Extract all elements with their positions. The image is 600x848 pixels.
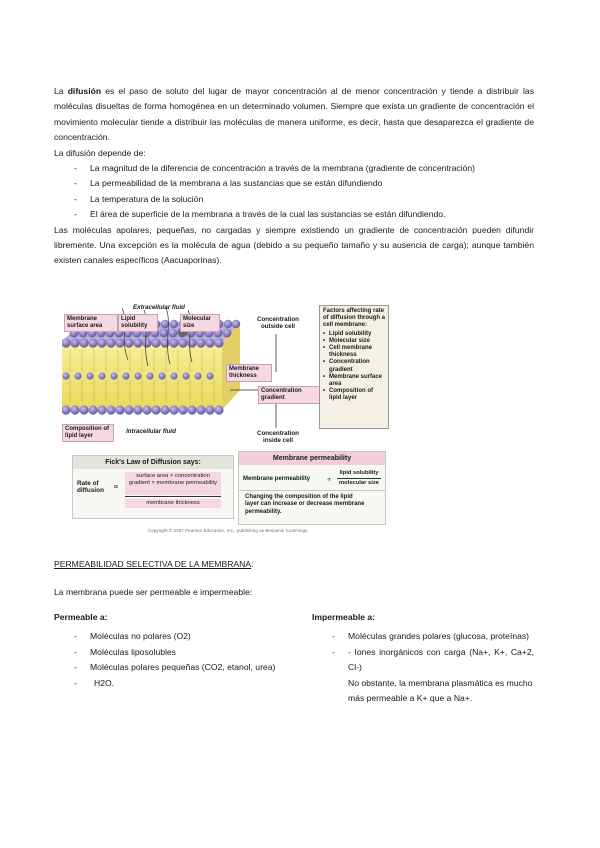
- term-difusion: difusión: [67, 86, 102, 96]
- list-item-text: La magnitud de la diferencia de concentración a través de la membrana (gradiente de concentración): [90, 163, 476, 174]
- list-item-text: Moléculas liposolubles: [90, 646, 176, 657]
- list-item: • Molecular size: [323, 338, 385, 345]
- list-item-text: La permeabilidad de la membrana a las sustancias que se están difundiendo: [90, 178, 383, 189]
- permeability-note: Changing the composition of the lipid layer can increase or decrease membrane permeability.: [245, 494, 365, 515]
- section-title-text: PERMEABILIDAD SELECTIVA DE LA MEMBRANA: [54, 559, 252, 569]
- label-membrane-surface-area: Membrane surface area: [64, 314, 118, 332]
- list-item: - La temperatura de la solución: [74, 193, 204, 204]
- impermeable-title: Impermeable a:: [312, 612, 376, 622]
- list-item-text: La temperatura de la solución: [90, 193, 204, 204]
- membrane-permeability-title: Membrane permeability: [239, 452, 385, 465]
- section-title-suffix: :: [251, 559, 254, 569]
- impermeable-column: [312, 610, 534, 706]
- list-item-text: H2O.: [94, 677, 115, 688]
- proportional-symbol: ∝: [327, 477, 332, 483]
- figure-copyright: Copyright © 2007 Pearson Education, Inc., publishing as Benjamin Cummings.: [148, 528, 309, 533]
- permeable-column: [54, 610, 276, 691]
- permeable-list: [54, 629, 276, 691]
- list-item: - - Iones inorgánicos con carga (Na+, K+, Ca+2, Cl-): [332, 646, 534, 673]
- section-title-permeability: [54, 559, 253, 569]
- perm-numerator: lipid solubility: [339, 470, 379, 476]
- ficks-numerator: surface area × concentration gradient × membrane permeability: [125, 472, 221, 495]
- impermeable-note: No obstante, la membrana plasmática es mucho más permeable a K+ que a Na+.: [348, 677, 533, 704]
- label-membrane-thickness: Membrane thickness: [226, 364, 272, 382]
- permeability-label: Membrane permeability: [243, 476, 311, 482]
- fraction-bar: [337, 478, 381, 479]
- permeable-title: Permeable a:: [54, 612, 108, 622]
- list-item: - Moléculas liposolubles: [74, 646, 176, 657]
- list-item: - H2O.: [74, 677, 115, 688]
- list-item-text: Moléculas polares pequeñas (CO2, etanol, urea): [90, 662, 276, 673]
- label-composition: Composition of lipid layer: [62, 424, 114, 442]
- list-item-text: Moléculas no polares (O2): [90, 631, 191, 642]
- label-concentration-gradient: Concentration gradient: [258, 386, 320, 404]
- factors-panel: [319, 305, 389, 429]
- list-item: • Cell membrane thickness: [323, 345, 385, 359]
- dependency-list: [54, 161, 534, 223]
- list-item: - Moléculas polares pequeñas (CO2, etanol, urea): [74, 662, 276, 673]
- factors-list: [323, 331, 385, 403]
- divider: [239, 490, 385, 491]
- diffusion-figure: [62, 300, 390, 540]
- list-item: - La permeabilidad de la membrana a las sustancias que se están difundiendo: [74, 178, 383, 189]
- intro-paragraph-2: La difusión depende de:: [54, 147, 146, 158]
- list-item: - El área de superficie de la membrana a través de la cual las sustancias se están difundiendo.: [74, 209, 446, 220]
- list-item: • Composition of lipid layer: [323, 388, 385, 402]
- intro-paragraph-1: [54, 84, 534, 146]
- label-concentration-inside: Concentration inside cell: [257, 430, 299, 444]
- list-item-text: Moléculas grandes polares (glucosa, proteínas): [348, 631, 530, 642]
- label-molecular-size: Molecular size: [180, 314, 220, 332]
- proportional-symbol: ∝: [113, 482, 119, 491]
- list-item-text: - Iones inorgánicos con carga (Na+, K+, Ca+2, Cl-): [348, 646, 534, 673]
- intro-section: [54, 84, 534, 269]
- ficks-denominator: membrane thickness: [125, 499, 221, 508]
- impermeable-list: [312, 629, 534, 675]
- membrane-permeability-panel: [238, 451, 386, 525]
- perm-denominator: molecular size: [339, 480, 379, 486]
- list-item: • Membrane surface area: [323, 374, 385, 388]
- factors-title: Factors affecting rate of diffusion through a cell membrane:: [323, 308, 385, 329]
- label-concentration-outside: Concentration outside cell: [257, 316, 299, 330]
- intro-paragraph-3: Las moléculas apolares, pequeñas, no cargadas y siempre existiendo un gradiente de concentración pueden difundir libremente. Una excepción es la molécula de agua (debido a su pequeño tamaño y su ausencia de carga); aunque también existen canales específicos (Aacuaporinas).: [54, 224, 534, 266]
- ficks-law-title: Fick's Law of Diffusion says:: [73, 456, 233, 469]
- permeability-intro: La membrana puede ser permeable e impermeable:: [54, 587, 253, 597]
- label-lipid-solubility: Lipid solubility: [118, 314, 158, 332]
- list-item: - Moléculas grandes polares (glucosa, proteínas): [332, 631, 530, 642]
- list-item: • Lipid solubility: [323, 331, 385, 338]
- rate-of-diffusion-label: Rate of diffusion: [77, 480, 104, 494]
- list-item-text: El área de superficie de la membrana a través de la cual las sustancias se están difundiendo.: [90, 209, 446, 220]
- label-extracellular: Extracellular fluid: [133, 304, 185, 311]
- intro-lead: La: [54, 86, 68, 96]
- list-item: - Moléculas no polares (O2): [74, 631, 191, 642]
- ficks-law-panel: [72, 455, 234, 519]
- label-intracellular: Intracellular fluid: [126, 428, 176, 435]
- intro-body: es el paso de soluto del lugar de mayor concentración al de menor concentración y tiende a distribuir las moléculas disueltas de forma homogénea en un determinado volumen. Siempre que exista un gradiente de concentración el movimiento molecular tiende a distribuir las moléculas de manera uniforme, es decir, hasta que desaparezca el gradiente de concentración.: [54, 86, 534, 143]
- fraction-bar: [125, 496, 221, 497]
- list-item: • Concentration gradient: [323, 359, 385, 373]
- list-item: - La magnitud de la diferencia de concentración a través de la membrana (gradiente de concentración): [74, 163, 476, 174]
